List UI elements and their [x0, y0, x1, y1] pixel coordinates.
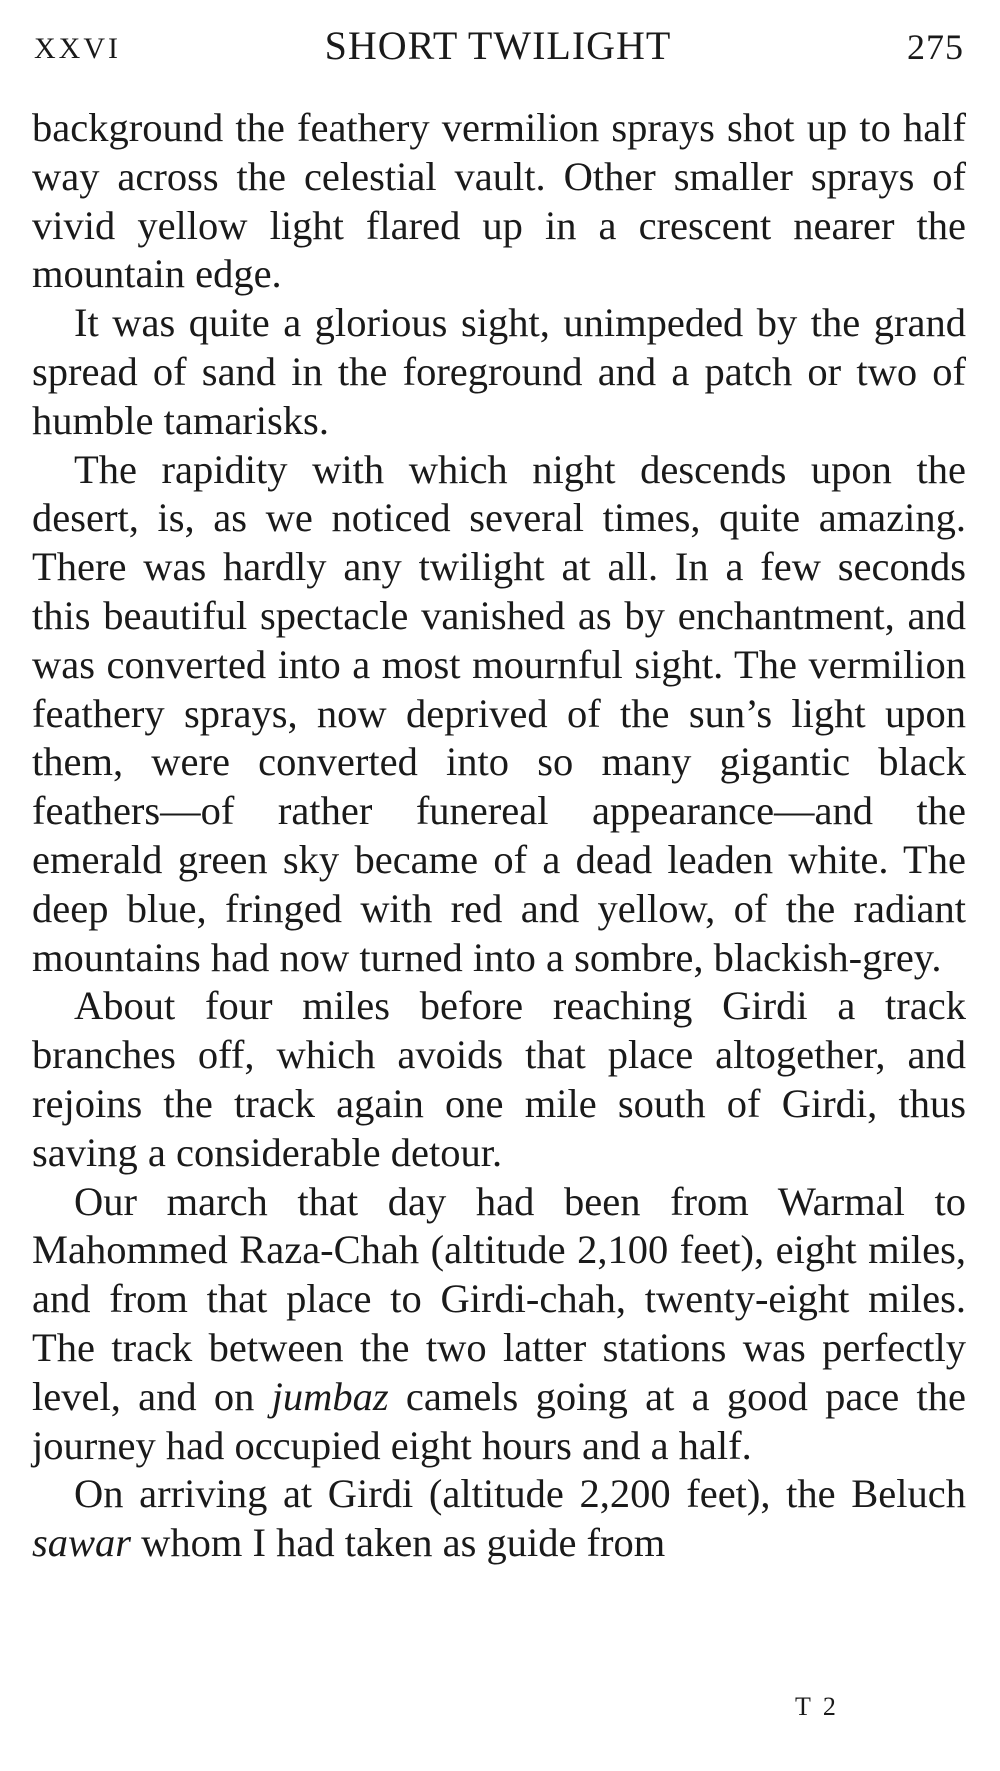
paragraph-text: Our march that day had been from Warmal to Mahommed Raza-Chah (altitude 2,100 feet), eight miles, and from that place to Girdi-chah, twenty-eight miles. The track between the two latter stations was perfectly level, and on	[32, 1178, 966, 1419]
paragraph-text: whom I had taken as guide from	[131, 1520, 666, 1566]
signature-mark: T 2	[795, 1692, 839, 1721]
running-head	[28, 22, 968, 72]
paragraph-3	[32, 446, 966, 983]
paragraph-4	[32, 982, 966, 1177]
paragraph-text: About four miles before reaching Girdi a track branches off, which avoids that place altogether, and rejoins the track again one mile south of Girdi, thus saving a considerable detour.	[32, 983, 966, 1175]
paragraph-text: On arriving at Girdi (altitude 2,200 feet), the Beluch	[74, 1471, 966, 1517]
body-text	[32, 104, 966, 1568]
paragraph-text: It was quite a glorious sight, unimpeded by the grand spread of sand in the foreground and a patch or two of humble tamarisks.	[32, 300, 966, 443]
page-number: 275	[907, 27, 964, 67]
italic-term: jumbaz	[271, 1373, 389, 1419]
chapter-number: XXVI	[34, 32, 121, 65]
paragraph-6	[32, 1470, 966, 1568]
paragraph-5	[32, 1178, 966, 1471]
running-title: SHORT TWILIGHT	[324, 23, 672, 68]
italic-term: sawar	[32, 1520, 132, 1566]
paragraph-1	[32, 104, 966, 299]
paragraph-text: The rapidity with which night descends upon the desert, is, as we noticed several times, quite amazing. There was hardly any twilight at all. In a few seconds this beautiful spectacle vanished as by enchantment, and was converted into a most mournful sight. The vermilion feathery sprays, now deprived of the sun’s light upon them, were converted into so many gigantic black feathers—of rather funereal appearance—and the emerald green sky became of a dead leaden white. The deep blue, fringed with red and yellow, of the radiant mountains had now turned into a sombre, blackish-grey.	[32, 446, 966, 980]
paragraph-2	[32, 299, 966, 445]
paragraph-text: camels going at a good pace the journey had occupied eight hours and a half.	[32, 1373, 966, 1468]
paragraph-text: background the feathery vermilion sprays shot up to half way across the celestial vault. Other smaller sprays of vivid yellow light flared up in a crescent nearer the mountain edge.	[32, 105, 966, 297]
